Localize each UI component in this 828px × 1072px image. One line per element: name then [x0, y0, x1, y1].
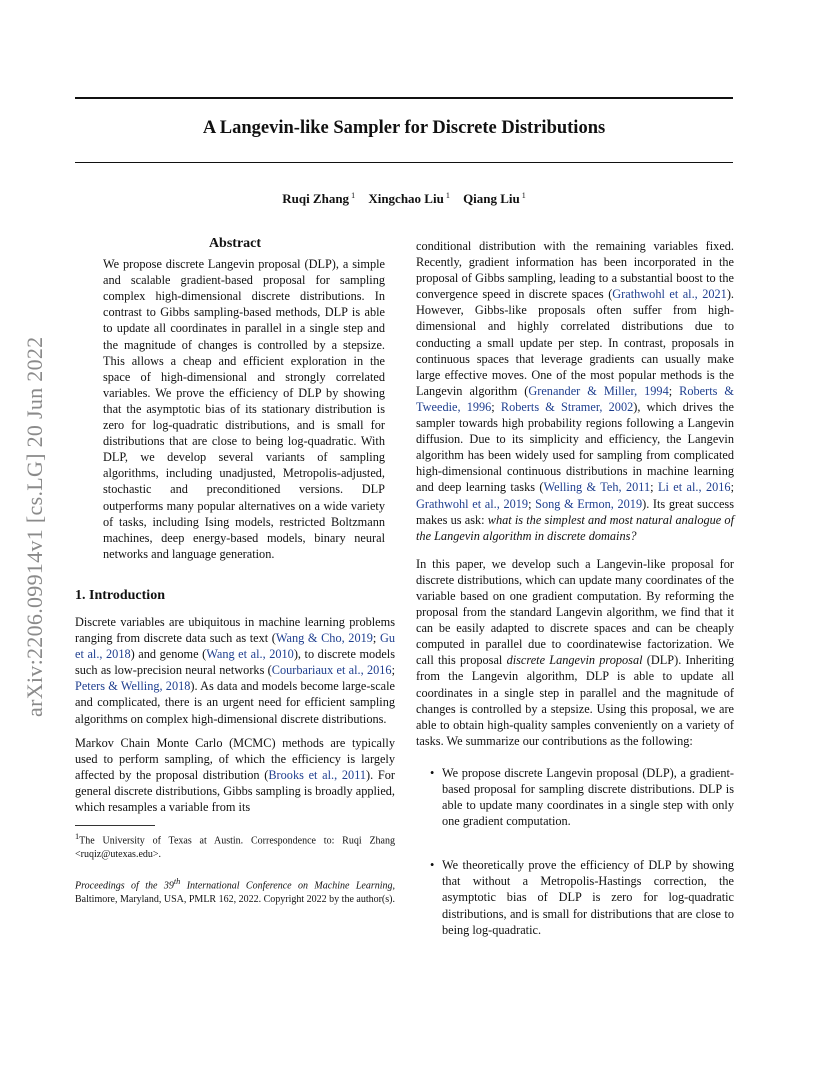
citation-link[interactable]: Wang & Cho, 2019 [275, 631, 373, 646]
citation-link[interactable]: Grathwohl et al., 2019 [416, 496, 529, 511]
citation-link[interactable]: Roberts & Tweedie, 1996 [416, 383, 734, 414]
intro-paragraph-2: Markov Chain Monte Carlo (MCMC) methods are typically used to perform sampling, of which the efficiency is largely affected by the proposal distribution (Brooks et al., 2011). For general discrete distributions, Gibbs sampling is broadly applied, which resamples a variable from its [75, 735, 396, 814]
citation-link[interactable]: Song & Ermon, 2019 [535, 496, 643, 511]
citation-link[interactable]: Gu et al., 2018 [75, 631, 395, 662]
bullet-icon: • [430, 858, 435, 873]
section-heading-introduction: 1. Introduction [75, 587, 165, 603]
citation-link[interactable]: Roberts & Stramer, 2002 [500, 399, 634, 414]
abstract-text: We propose discrete Langevin proposal (DLP), a simple and scalable gradient-based proposal for sampling complex high-dimensional discrete distributions. In contrast to Gibbs sampling-based methods, DLP is able to update all coordinates in parallel in a single step and the magnitude of changes is controlled by a stepsize. This allows a cheap and efficient exploration in the space of high-dimensional and strongly correlated variables. We prove the efficiency of DLP by showing that the asymptotic bias of its stationary distribution is zero for log-quadratic distributions, and is small for distributions that are close to being log-quadratic. With DLP, we develop several variants of sampling algorithms, including unadjusted, Metropolis-adjusted, stochastic and preconditioned versions. DLP outperforms many popular alternatives on a wide variety of tasks, including Ising models, restricted Boltzmann machines, deep energy-based models, binary neural networks and language generation. [103, 257, 385, 561]
citation-link[interactable]: Grathwohl et al., 2021 [612, 287, 727, 302]
abstract-heading: Abstract [208, 236, 262, 251]
author-list [75, 191, 733, 207]
author-3: Qiang Liu $^1$ [463, 191, 526, 207]
list-item: • We propose discrete Langevin proposal (DLP), a gradient-based proposal for sampling discrete distributions. DLP is able to update many coordinates in a single step with only one gradient computation. [430, 765, 734, 829]
intro-paragraph-1: Discrete variables are ubiquitous in machine learning problems ranging from discrete data such as text (Wang & Cho, 2019; Gu et al., 2018) and genome (Wang et al., 2010), to discrete models such as low-precision neural networks (Courbariaux et al., 2016; Peters & Welling, 2018). As data and models become large-scale and complicated, there is an urgent need for efficient sampling algorithms on complex high-dimensional discrete distributions. [75, 614, 396, 726]
title-bottom-rule [75, 162, 733, 163]
arxiv-stamp: arXiv:2206.09914v1 [cs.LG] 20 Jun 2022 [22, 336, 47, 718]
paper-title: A Langevin-like Sampler for Discrete Distributions [202, 118, 606, 138]
citation-link[interactable]: Wang et al., 2010 [206, 647, 294, 662]
citation-link[interactable]: Peters & Welling, 2018 [75, 679, 191, 694]
citation-link[interactable]: Brooks et al., 2011 [268, 767, 367, 782]
bullet-icon: • [430, 765, 435, 780]
list-item: • We theoretically prove the efficiency of DLP by showing that without a Metropolis-Hastings correction, the asymptotic bias of DLP is zero for log-quadratic distributions, and is small for distributions that are close to being log-quadratic. [430, 858, 734, 937]
citation-link[interactable]: Grenander & Miller, 1994 [528, 383, 669, 398]
intro-paragraph-4: In this paper, we develop such a Langevin-like proposal for discrete distributions, which can update many coordinates of the variable based on one gradient computation. By reforming the proposal from the standard Langevin algorithm, we find that it can be easily adapted to discrete spaces and can be cheaply computed in parallel due to coordinatewise factorization. We call this proposal discrete Langevin proposal (DLP). Inheriting from the Langevin algorithm, DLP is able to update all coordinates in a single step in parallel and the magnitude of changes is controlled by a stepsize. Using this proposal, we are able to obtain high-quality samples conveniently on a variety of tasks. We summarize our contributions as the following: [416, 556, 734, 748]
title-top-rule [75, 97, 733, 99]
citation-link[interactable]: Welling & Teh, 2011 [543, 480, 651, 495]
right-column [416, 238, 734, 966]
contributions-list [416, 765, 734, 938]
proceedings-note: Proceedings of the 39th International Conference on Machine Learning, Baltimore, Maryland, USA, PMLR 162, 2022. Copyright 2022 by the author(s). [75, 877, 395, 906]
intro-paragraph-3: conditional distribution with the remaining variables fixed. Recently, gradient information has been incorporated in the proposal of Gibbs sampling, leading to a substantial boost to the convergence speed in discrete spaces (Grathwohl et al., 2021). However, Gibbs-like proposals often suffer from high-dimensional and highly correlated distributions due to conducting a small update per step. In contrast, proposals in continuous spaces that leverage gradients can usually make large effective moves. One of the most popular methods is the Langevin algorithm (Grenander & Miller, 1994; Roberts & Tweedie, 1996; Roberts & Stramer, 2002), which drives the sampler towards high probability regions following a Langevin diffusion. Due to its simplicity and efficiency, the Langevin algorithm has been widely used for sampling from complicated high-dimensional continuous distributions in machine learning and deep learning tasks (Welling & Teh, 2011; Li et al., 2016; Grathwohl et al., 2019; Song & Ermon, 2019). Its great success makes us ask: what is the simplest and most natural analogue of the Langevin algorithm in discrete domains? [416, 239, 734, 543]
author-2: Xingchao Liu $^1$ [368, 191, 450, 207]
author-1: Ruqi Zhang $^1$ [282, 191, 356, 207]
citation-link[interactable]: Li et al., 2016 [657, 480, 731, 495]
citation-link[interactable]: Courbariaux et al., 2016 [271, 663, 392, 678]
footnote-rule [75, 825, 155, 826]
left-column [75, 236, 395, 907]
footnote-affiliation: $^1$The University of Texas at Austin. Correspondence to: Ruqi Zhang <ruqiz@utexas.edu>. [75, 832, 395, 860]
